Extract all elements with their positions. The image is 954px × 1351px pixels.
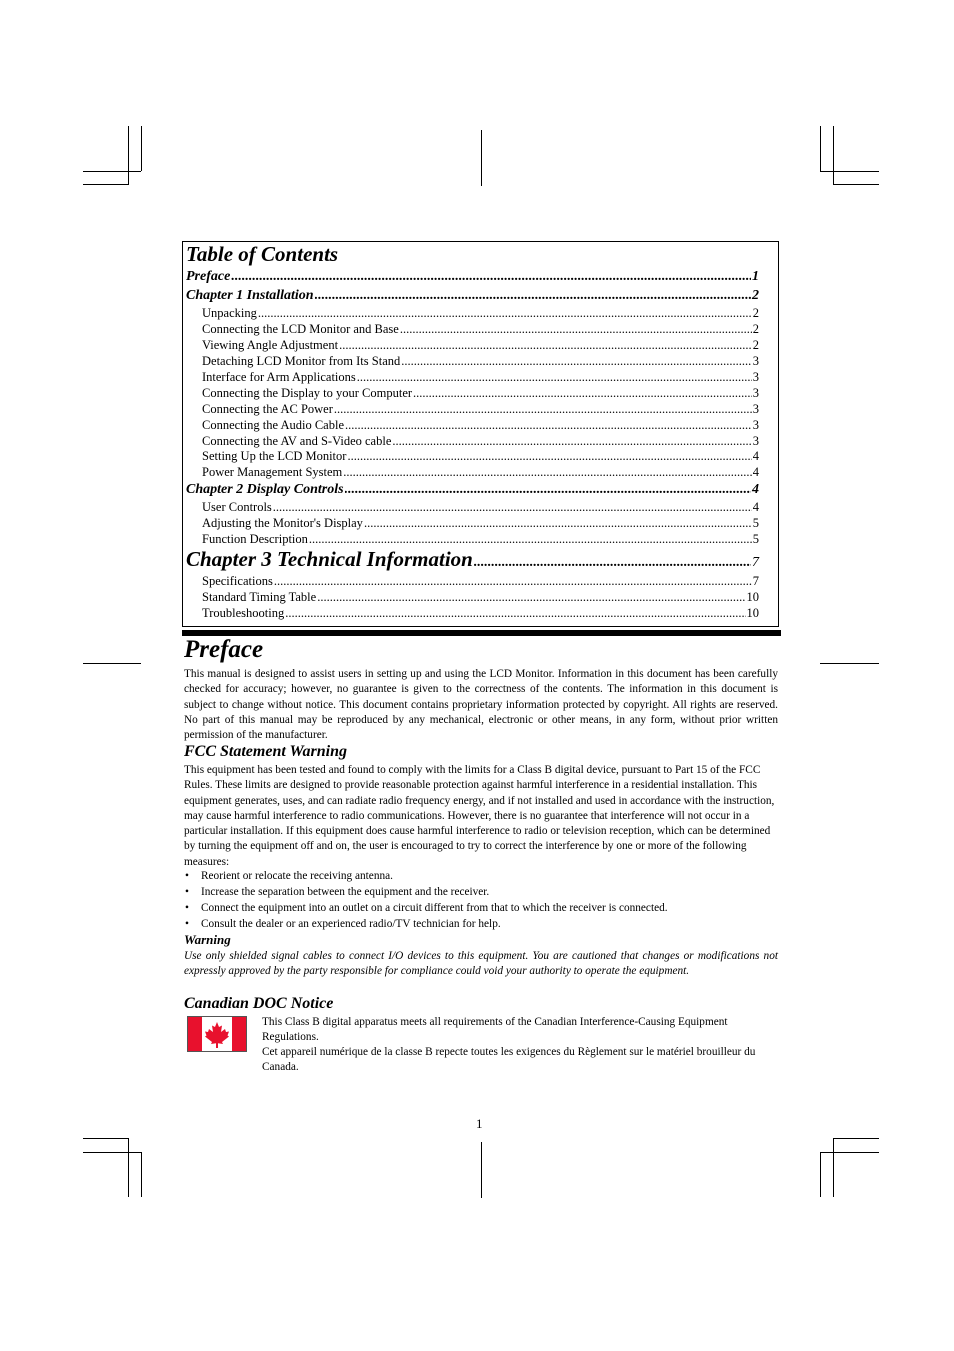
list-item: • Connect the equipment into an outlet on a circuit different from that to which the receiver is connected.: [185, 902, 668, 914]
crop-mark: [820, 1152, 821, 1197]
bullet-icon: •: [185, 918, 189, 930]
fcc-heading: FCC Statement Warning: [184, 743, 348, 760]
crop-mark: [128, 1138, 129, 1197]
crop-mark: [481, 1142, 482, 1198]
crop-mark: [833, 1138, 834, 1197]
warning-heading: Warning: [184, 932, 231, 947]
warning-body: Use only shielded signal cables to connect I/O devices to this equipment. You are cautioned that changes or modifications not expressly approved by the party responsible for compliance could void your authority to operate the equipment.: [184, 950, 778, 978]
preface-body: This manual is designed to assist users in setting up and using the LCD Monitor. Information in this document has been carefully checked for accuracy; however, no guarantee is given to the correctness of the contents. The information in this document is subject to change without notice. This document contains proprietary information protected by copyright. All rights are reserved. No part of this manual may be reproduced by any mechanical, electronic or other means, in any form, without prior written permission of the manufacturer.: [184, 668, 778, 742]
crop-mark: [820, 126, 821, 171]
canadian-notice-fr: Cet appareil numérique de la classe B repecte toutes les exigences du Règlement sur le matériel brouilleur du Canada.: [262, 1046, 756, 1074]
crop-mark: [83, 171, 141, 172]
toc-entry[interactable]: Standard Timing Table ..... 10: [202, 590, 759, 605]
crop-mark: [820, 1152, 879, 1153]
toc-entry[interactable]: Viewing Angle Adjustment ..... 2: [202, 338, 759, 353]
crop-mark: [128, 126, 129, 185]
bullet-icon: •: [185, 870, 189, 882]
crop-mark: [833, 184, 879, 185]
bullet-icon: •: [185, 902, 189, 914]
crop-mark: [481, 130, 482, 186]
toc-entry-preface[interactable]: Preface ..... 1: [186, 269, 759, 285]
toc-entry[interactable]: Troubleshooting ..... 10: [202, 606, 759, 621]
toc-entry[interactable]: Setting Up the LCD Monitor ..... 4: [202, 449, 759, 464]
crop-mark: [820, 663, 879, 664]
toc-entry[interactable]: Connecting the LCD Monitor and Base ..... 2: [202, 322, 759, 337]
list-item: • Reorient or relocate the receiving antenna.: [185, 870, 393, 882]
toc-entry[interactable]: Specifications ..... 7: [202, 574, 759, 589]
toc-entry[interactable]: Unpacking ..... 2: [202, 306, 759, 321]
toc-entry[interactable]: Connecting the AV and S-Video cable ..... 3: [202, 434, 759, 449]
list-item: • Increase the separation between the equipment and the receiver.: [185, 886, 490, 898]
list-item: • Consult the dealer or an experienced radio/TV technician for help.: [185, 918, 501, 930]
canadian-heading: Canadian DOC Notice: [184, 995, 334, 1012]
crop-mark: [83, 663, 141, 664]
toc-entry[interactable]: Connecting the AC Power ..... 3: [202, 402, 759, 417]
toc-entry[interactable]: Detaching LCD Monitor from Its Stand ..... 3: [202, 354, 759, 369]
toc-entry[interactable]: User Controls ..... 4: [202, 500, 759, 515]
toc-entry-chapter-1[interactable]: Chapter 1 Installation ..... 2: [186, 288, 759, 304]
page-number: 1: [476, 1116, 483, 1131]
crop-mark: [141, 126, 142, 171]
crop-mark: [83, 1152, 141, 1153]
crop-mark: [833, 126, 834, 185]
toc-entry[interactable]: Function Description ..... 5: [202, 532, 759, 547]
section-divider: [182, 630, 781, 636]
preface-heading: Preface: [184, 636, 264, 663]
toc-entry-chapter-3[interactable]: Chapter 3 Technical Information ..... 7: [186, 547, 759, 572]
crop-mark: [820, 171, 879, 172]
crop-mark: [83, 184, 129, 185]
toc-entry-chapter-2[interactable]: Chapter 2 Display Controls ..... 4: [186, 482, 759, 498]
table-of-contents: [182, 241, 779, 627]
toc-entry[interactable]: Connecting the Audio Cable ..... 3: [202, 418, 759, 433]
toc-entry[interactable]: Power Management System ..... 4: [202, 465, 759, 480]
crop-mark: [83, 1138, 129, 1139]
toc-title: Table of Contents: [186, 242, 339, 266]
bullet-icon: •: [185, 886, 189, 898]
fcc-body: This equipment has been tested and found to comply with the limits for a Class B digital device, pursuant to Part 15 of the FCC Rules. These limits are designed to provide reasonable protection against harmful interference in a residential installation. This equipment generates, uses, and can radiate radio frequency energy, and if not installed and used in accordance with the instruction, may cause harmful interference to radio communications. However, there is no guarantee that interference will not occur in a particular installation. If this equipment does cause harmful interference to radio or television reception, which can be determined by turning the equipment off and on, the user is encouraged to try to correct the interference by one or more of the following measures:: [184, 764, 775, 868]
toc-entry[interactable]: Adjusting the Monitor's Display ..... 5: [202, 516, 759, 531]
toc-entry[interactable]: Connecting the Display to your Computer ..... 3: [202, 386, 759, 401]
crop-mark: [833, 1138, 879, 1139]
toc-entry[interactable]: Interface for Arm Applications ..... 3: [202, 370, 759, 385]
canadian-notice-en: This Class B digital apparatus meets all requirements of the Canadian Interference-Causing Equipment Regulations.: [262, 1016, 728, 1044]
canada-flag-icon: [187, 1016, 247, 1052]
fcc-measures-list: [184, 868, 778, 932]
crop-mark: [141, 1152, 142, 1197]
